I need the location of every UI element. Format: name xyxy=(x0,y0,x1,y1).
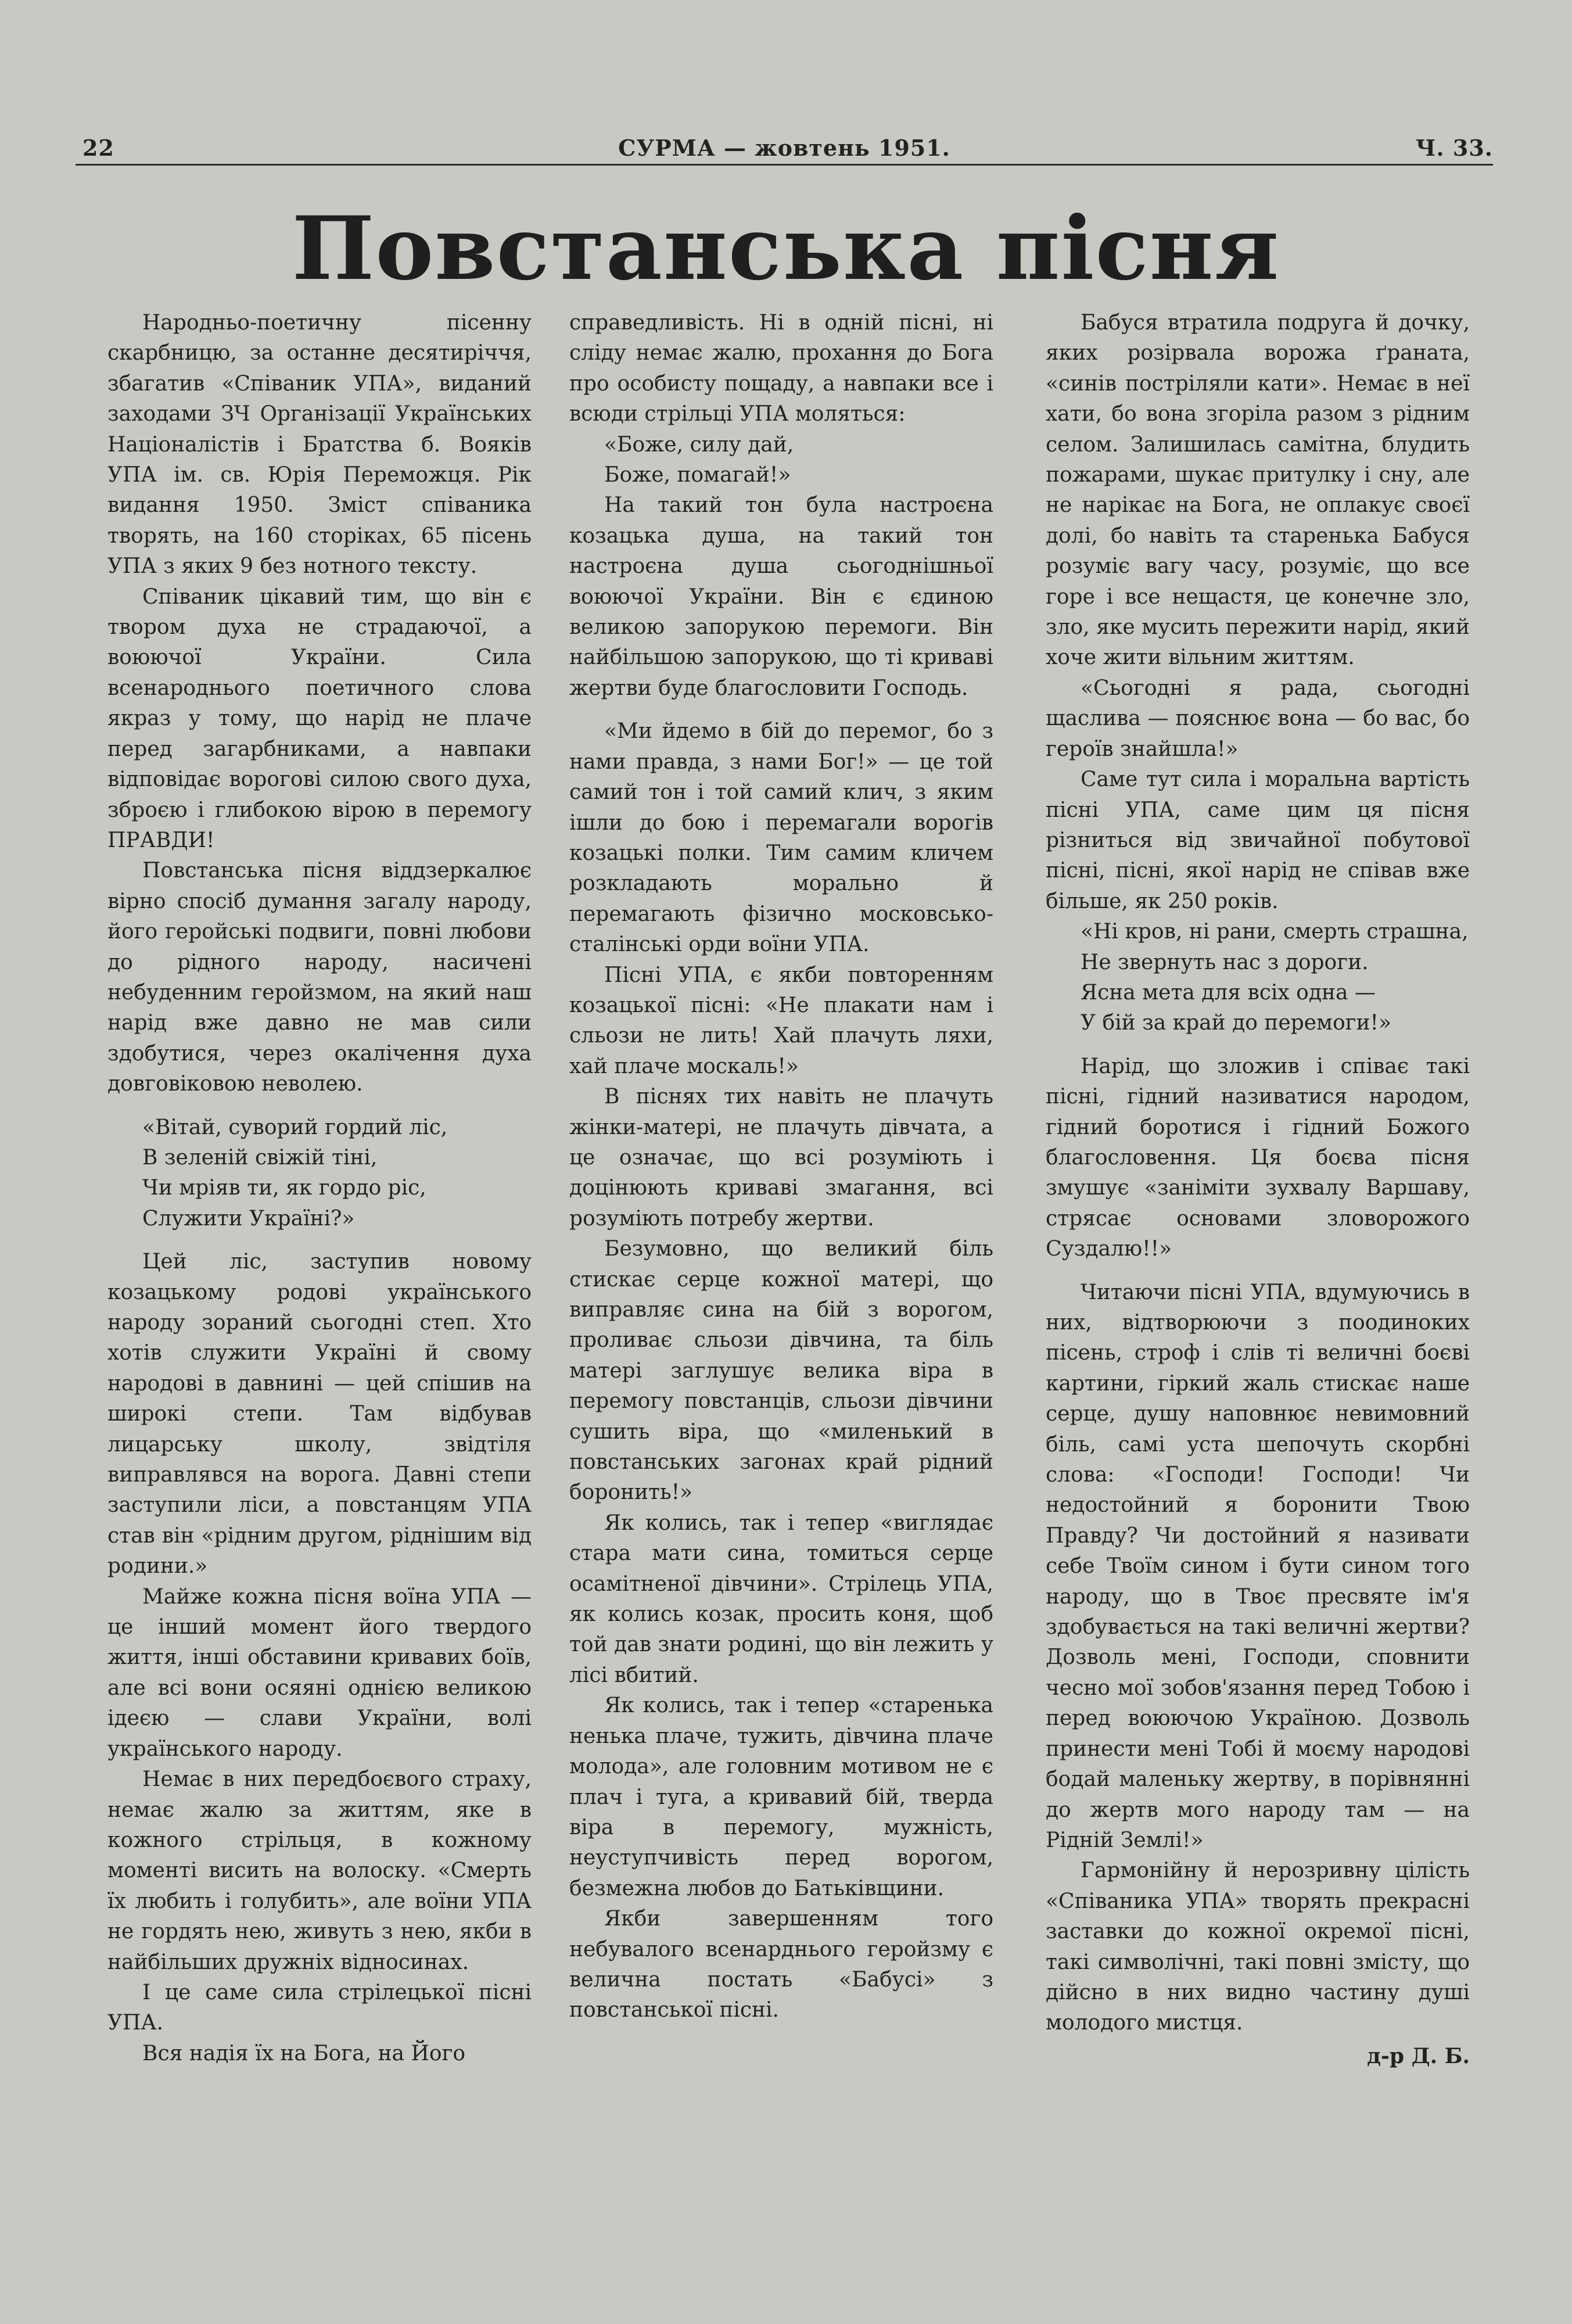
paragraph: Бабуся втратила подруга й дочку, яких розірвала ворожа ґраната, «синів постріляли кати». Немає в неї хати, бо вона згоріла разом з рідним селом. Залишилась самітна, блудить пожарами, шукає притулку і сну, але не нарікає на Бога, не оплакує своєї долі, бо навіть та старенька Бабуся розуміє вагу часу, розуміє, що все горе і все нещастя, це конечне зло, зло, яке мусить пережити нарід, який хоче жити вільним життям. xyxy=(1046,311,1470,670)
verse-line: Чи мріяв ти, як гордо ріс, xyxy=(142,1176,426,1200)
paragraph: «Сьогодні я рада, сьогодні щаслива — пояснює вона — бо вас, бо героїв знайшла!» xyxy=(1046,676,1470,761)
paragraph: Безумовно, що великий біль стискає серце кожної матері, що виправляє сина на бій з ворогом, проливає сльози дівчина, та біль матері заглушує велика віра в перемогу повстанців, сльози дівчини сушить віра, що «миленький в повстанських загонах край рідний боронить!» xyxy=(569,1237,993,1505)
verse-line: Служити Україні?» xyxy=(142,1206,355,1231)
paragraph: Гармонійну й нерозривну цілість «Співаника УПА» творять прекрасні заставки до кожної окремої пісні, такі символічні, такі повні змісту, що дійсно в них видно частину душі молодого мистця. xyxy=(1046,1859,1470,2035)
column-3 xyxy=(1046,308,1470,2167)
verse-line: «Вітай, суворий гордий ліс, xyxy=(142,1115,448,1139)
paragraph: В піснях тих навіть не плачуть жінки-матері, не плачуть дівчата, а це означає, що всі розуміють і доцінюють криваві змагання, всі розуміють потребу жертви. xyxy=(569,1085,993,1231)
paragraph: Читаючи пісні УПА, вдумуючись в них, відтворюючи з поодиноких пісень, строф і слів ті величні боєві картини, гіркий жаль стискає наше серце, душу наповнює невимовний біль, самі уста шепочуть скорбні слова: «Господи! Господи! Чи недостойний я боронити Твою Правду? Чи достойний я називати себе Твоїм сином і бути сином того народу, що в Твоє пресвяте ім'я здобувається на такі величні жертви? Дозволь мені, Господи, сповнити чесно мої зобов'язання перед Тобою і перед воюючою Україною. Дозволь принести мені Тобі й моєму народові бодай маленьку жертву, в порівнянні до жертв мого народу там — на Рідній Землі!» xyxy=(1046,1280,1470,1852)
paragraph: Немає в них передбоєвого страху, немає жалю за життям, яке в кожного стрільця, в кожному моменті висить на волоску. «Смерть їх любить і голубить», але воїни УПА не гордять нею, живуть з нею, якби в найбільших дружніх відносинах. xyxy=(107,1767,532,1974)
paragraph: Вся надія їх на Бога, на Його xyxy=(142,2041,466,2065)
issue-number: Ч. 33. xyxy=(1415,135,1493,161)
running-head xyxy=(76,129,1493,164)
paragraph: Цей ліс, заступив новому козацькому родові українського народу зораний сьогодні степ. Хто хотів служити Україні й свому народові в давнині — цей спішив на широкі степи. Там відбував лицарську школу, звідтіля виправлявся на ворога. Давні степи заступили ліси, а повстанцям УПА став він «рідним другом, ріднішим від родини.» xyxy=(107,1250,532,1579)
paragraph: Нарід, що зложив і співає такі пісні, гідний називатися народом, гідний боротися і гідний Божого благословення. Ця боєва пісня змушує «заніміти зухвалу Варшаву, стрясає основами зловорожого Суздалю!!» xyxy=(1046,1054,1470,1261)
verse-line: «Ні кров, ні рани, смерть страшна, xyxy=(1081,920,1469,944)
paragraph: Майже кожна пісня воїна УПА — це інший момент його твердого життя, інші обставини кривавих боїв, але всі вони осяяні однією великою ідеєю — слави України, волі українського народу. xyxy=(107,1584,532,1761)
verse-line: Боже, помагай!» xyxy=(604,463,791,487)
paragraph: Співаник цікавий тим, що він є твором духа не страдаючої, а воюючої України. Сила всенароднього поетичного слова якраз у тому, що нарід не плаче перед загарбниками, а навпаки відповідає ворогові силою свого духа, зброєю і глибокою вірою в перемогу ПРАВДИ! xyxy=(107,584,532,852)
author-signature: д-р Д. Б. xyxy=(1366,2043,1470,2068)
article-title: Повстанська пісня xyxy=(292,198,1280,300)
header-rule xyxy=(76,164,1493,166)
page-number: 22 xyxy=(82,135,114,161)
paragraph: Як колись, так і тепер «старенька ненька плаче, тужить, дівчина плаче молода», але головним мотивом не є плач і туга, а кривавий бій, тверда віра в перемогу, мужність, неуступчивість перед ворогом, безмежна любов до Батьківщини. xyxy=(569,1694,993,1900)
verse-line: «Боже, силу дай, xyxy=(604,432,794,457)
paragraph: Якби завершенням того небувалого всенарднього геройзму є велична постать «Бабусі» з повстанської пісні. xyxy=(569,1907,993,2022)
verse-line: Ясна мета для всіх одна — xyxy=(1081,980,1376,1005)
publication-line: СУРМА — жовтень 1951. xyxy=(618,135,950,161)
verse-line: В зеленій свіжій тіні, xyxy=(142,1145,378,1170)
verse-line: У бій за край до перемоги!» xyxy=(1081,1011,1392,1035)
paragraph: Повстанська пісня віддзеркалює вірно спосіб думання загалу народу, його геройські подвиги, повні любови до рідного народу, насичені небуденним геройзмом, на який наш нарід вже давно не мав сили здобутися, через окалічення духа довговіковою неволею. xyxy=(107,859,532,1096)
paragraph: справедливість. Ні в одній пісні, ні сліду немає жалю, прохання до Бога про особисту пощаду, а навпаки все і всюди стрільці УПА моляться: xyxy=(569,311,993,426)
paragraph: Саме тут сила і моральна вартість пісні УПА, саме цим ця пісня різниться від звичайної побутової пісні, пісні, якої нарід не співав вже більше, як 250 років. xyxy=(1046,768,1470,913)
paragraph: «Ми йдемо в бій до перемог, бо з нами правда, з нами Бог!» — це той самий тон і той самий клич, з яким ішли до бою і перемагали ворогів козацькі полки. Тим самим кличем розкладають морально й перемагають фізично московсько-сталінські орди воїни УПА. xyxy=(569,719,993,957)
paragraph: Пісні УПА, є якби повторенням козацької пісні: «Не плакати нам і сльози не лить! Хай плачуть ляхи, хай плаче москаль!» xyxy=(569,963,993,1078)
verse-line: Не звернуть нас з дороги. xyxy=(1081,950,1369,974)
paragraph: Народньо-поетичну пісенну скарбницю, за останне десятиріччя, збагатив «Співаник УПА», виданий заходами ЗЧ Організації Українських Націоналістів і Братства б. Вояків УПА ім. св. Юрія Переможця. Рік видання 1950. Зміст співаника творять, на 160 сторіках, 65 пісень УПА з яких 9 без нотного тексту. xyxy=(107,311,532,579)
paragraph: І це саме сила стрілецької пісні УПА. xyxy=(107,1980,532,2035)
paragraph: Як колись, так і тепер «виглядає стара мати сина, томиться серце осамітненої дівчини». Стрілець УПА, як колись козак, просить коня, щоб той дав знати родині, що він лежить у лісі вбитий. xyxy=(569,1511,993,1687)
column-1 xyxy=(107,308,532,2167)
column-2 xyxy=(569,308,993,2167)
paragraph: На такий тон була настроєна козацька душа, на такий тон настроєна душа сьогоднішньої воюючої України. Він є єдиною великою запорукою перемоги. Він найбільшою запорукою, що ті криваві жертви буде благословити Господь. xyxy=(569,493,993,700)
